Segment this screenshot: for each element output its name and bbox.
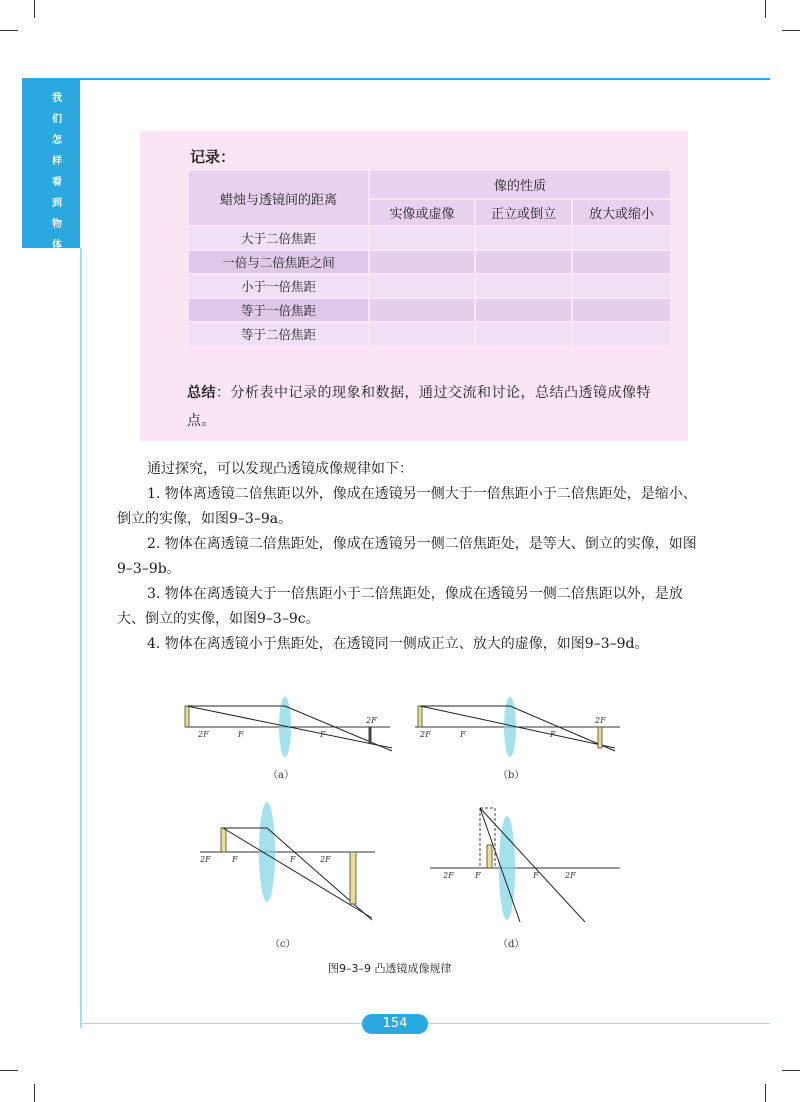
chapter-side-tab (22, 78, 80, 251)
label-f: F (320, 730, 326, 739)
table-cell (475, 250, 572, 274)
chapter-char: 们 (52, 114, 62, 125)
crop-mark (34, 0, 35, 18)
figure-caption: 图9–3–9 凸透镜成像规律 (328, 962, 452, 975)
summary-key: 总结 (187, 385, 216, 401)
label-2f: 2F (320, 855, 331, 864)
table-cell (475, 274, 572, 298)
table-cell (572, 322, 671, 346)
header-rule (80, 78, 770, 80)
chapter-title-vertical (50, 88, 64, 256)
row-label: 一倍与二倍焦距之间 (188, 250, 369, 274)
chapter-char: 怎 (52, 135, 62, 146)
crop-mark (765, 1084, 766, 1102)
table-cell (369, 226, 475, 250)
header-col-upright-inverted: 正立或倒立 (475, 199, 572, 226)
rule-paragraph: 4. 物体在离透镜小于焦距处，在透镜同一侧成正立、放大的虚像，如图9–3–9d。 (147, 636, 649, 652)
row-label: 等于二倍焦距 (188, 322, 369, 346)
crop-mark (34, 1084, 35, 1102)
figure-a-diagram (170, 693, 400, 763)
figure-label-c: （c） (270, 939, 296, 950)
table-cell (572, 274, 671, 298)
label-f: F (460, 730, 466, 739)
row-label: 大于二倍焦距 (188, 226, 369, 250)
margin-line (80, 248, 82, 1028)
table-cell (475, 226, 572, 250)
table-cell (369, 322, 475, 346)
table-cell (572, 298, 671, 322)
chapter-char: 我 (52, 93, 62, 104)
table-cell (369, 298, 475, 322)
label-f: F (232, 855, 238, 864)
table-cell (572, 226, 671, 250)
chapter-char: 物 (52, 219, 62, 230)
figure-c-diagram (190, 800, 380, 925)
record-summary (187, 379, 677, 435)
label-f: F (475, 871, 481, 880)
label-2f: 2F (366, 716, 377, 725)
table-cell (572, 250, 671, 274)
chapter-char: 样 (52, 156, 62, 167)
table-cell (369, 274, 475, 298)
figure-label-a: （a） (268, 770, 294, 781)
figure-label-d: （d） (498, 939, 525, 950)
header-col-enlarged-reduced: 放大或缩小 (572, 199, 671, 226)
label-2f: 2F (420, 730, 431, 739)
rule-paragraph: 1. 物体离透镜二倍焦距以外，像成在透镜另一侧大于一倍焦距小于二倍焦距处，是缩小、倒立的实像，如图9–3–9a。 (117, 486, 697, 527)
intro-paragraph: 通过探究，可以发现凸透镜成像规律如下： (147, 461, 413, 477)
chapter-char: 看 (52, 177, 62, 188)
record-title: 记录： (190, 148, 236, 166)
record-table (187, 169, 672, 347)
table-cell (475, 322, 572, 346)
rule-paragraph: 2. 物体在离透镜二倍焦距处，像成在透镜另一侧二倍焦距处，是等大、倒立的实像，如图9–3–9b。 (117, 536, 697, 577)
table-cell (369, 250, 475, 274)
crop-mark (0, 1070, 18, 1071)
row-label: 等于一倍焦距 (188, 298, 369, 322)
label-2f: 2F (200, 855, 211, 864)
crop-mark (782, 1070, 800, 1071)
label-f: F (550, 730, 556, 739)
label-2f: 2F (595, 716, 606, 725)
chapter-char: 体 (52, 240, 62, 251)
crop-mark (0, 30, 18, 31)
figure-b-diagram (410, 693, 625, 763)
figure-label-b: （b） (498, 770, 525, 781)
label-f: F (290, 855, 296, 864)
page-number: 154 (362, 1014, 428, 1034)
body-text (117, 457, 697, 657)
crop-mark (782, 30, 800, 31)
figure-d-diagram (425, 800, 625, 925)
header-distance: 蜡烛与透镜间的距离 (188, 170, 369, 226)
label-f: F (533, 871, 539, 880)
rule-paragraph: 3. 物体在离透镜大于一倍焦距小于二倍焦距处，像成在透镜另一侧二倍焦距以外，是放大、倒立的实像，如图9–3–9c。 (117, 586, 683, 627)
label-f: F (238, 730, 244, 739)
crop-mark (765, 0, 766, 18)
label-2f: 2F (565, 871, 576, 880)
summary-text: ：分析表中记录的现象和数据，通过交流和讨论，总结凸透镜成像特点。 (187, 385, 651, 429)
header-image-nature: 像的性质 (369, 170, 671, 199)
label-2f: 2F (443, 871, 454, 880)
chapter-char: 到 (52, 198, 62, 209)
header-col-real-virtual: 实像或虚像 (369, 199, 475, 226)
row-label: 小于一倍焦距 (188, 274, 369, 298)
label-2f: 2F (198, 730, 209, 739)
table-cell (475, 298, 572, 322)
